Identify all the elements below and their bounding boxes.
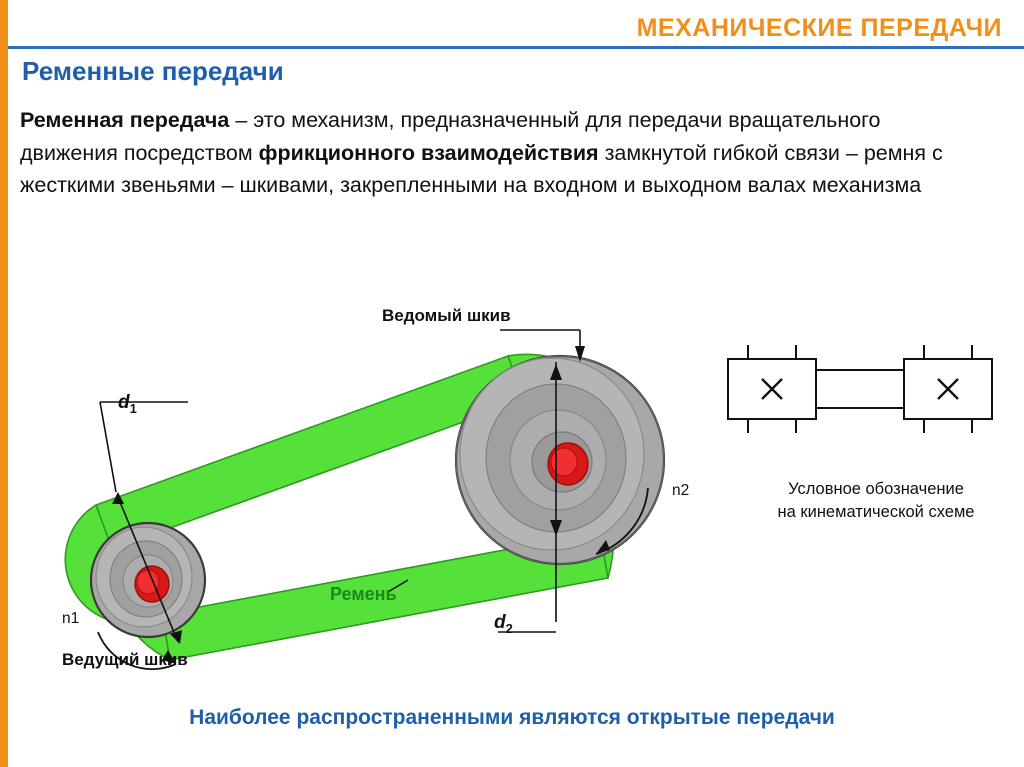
label-d2: $d_2$ (494, 612, 513, 636)
paragraph-bold-term-2: фрикционного взаимодействия (258, 140, 599, 165)
kinematic-symbol (728, 345, 992, 433)
header-divider (8, 46, 1024, 49)
footer-note: Наиболее распространенными являются открытые передачи (189, 706, 835, 729)
driving-pulley (91, 523, 205, 637)
label-d1: $d_1$ (118, 392, 137, 416)
header-title: МЕХАНИЧЕСКИЕ ПЕРЕДАЧИ (636, 14, 1002, 42)
kinematic-caption (736, 478, 1016, 525)
label-driving-pulley: Ведущий шкив (62, 650, 188, 669)
kinematic-caption-line2: на кинематической схеме (777, 503, 975, 522)
paragraph-bold-term: Ременная передача (20, 108, 230, 132)
body-paragraph (20, 104, 980, 202)
label-n1: n1 (62, 610, 80, 627)
driven-pulley (456, 356, 664, 564)
page-title: Ременные передачи (22, 56, 284, 86)
kinematic-caption-line1: Условное обозначение (788, 480, 964, 498)
label-n2: n2 (672, 482, 690, 499)
paragraph-text-2: замкнутой гибкой связи – ремня с жесткими звеньями – шкивами, закрепленными на входном и выходном валах механизма (20, 140, 943, 198)
label-driven-pulley: Ведомый шкив (382, 306, 511, 325)
label-belt: Ремень (330, 584, 397, 604)
paragraph-text-1: – это механизм, предназначенный для передачи вращательного движения посредством (20, 108, 881, 165)
